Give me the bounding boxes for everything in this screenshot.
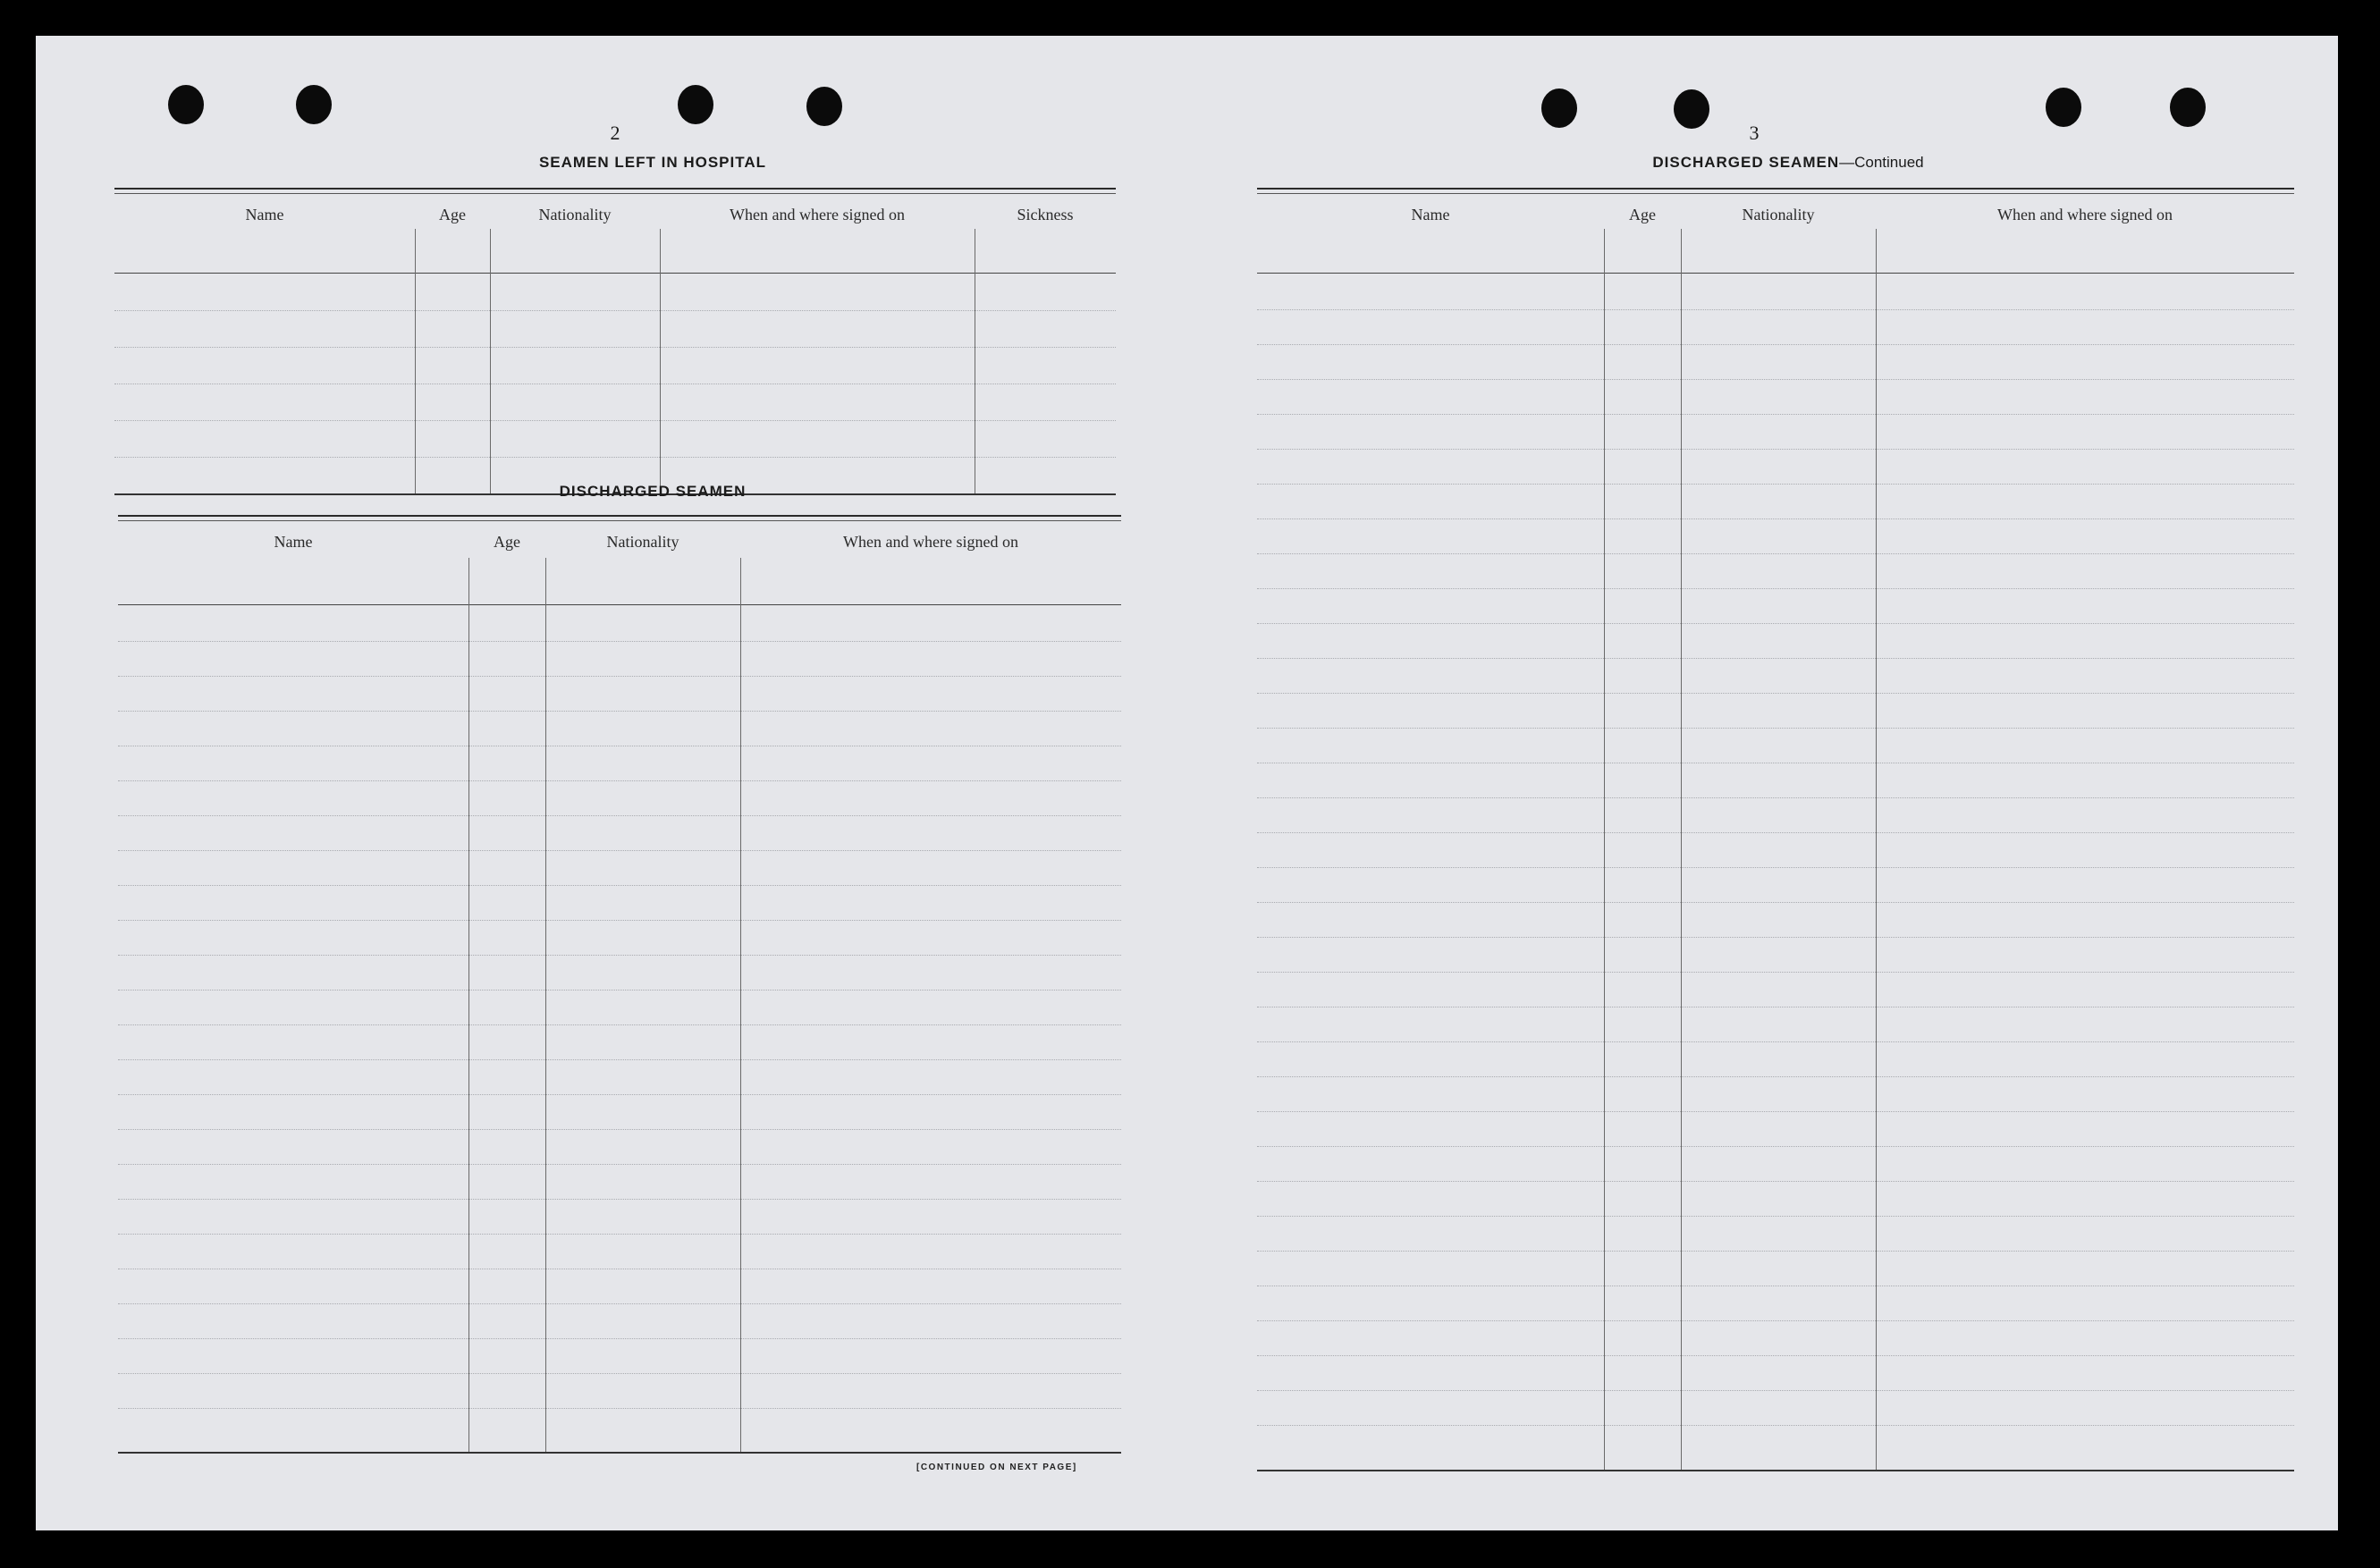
hospital-table [114,188,1116,495]
col-name: Name [1411,206,1450,223]
punch-hole [678,85,713,124]
col-name: Name [274,533,313,551]
col-signed-on: When and where signed on [1997,206,2173,223]
punch-hole [806,87,842,126]
discharged-table-right [1257,188,2294,1471]
punch-hole [168,85,204,124]
col-nationality: Nationality [538,206,612,223]
punch-hole [296,85,332,124]
punch-hole [1541,89,1577,128]
punch-hole [2170,88,2206,127]
col-signed-on: When and where signed on [843,533,1018,551]
punch-hole [2046,88,2081,127]
col-name: Name [245,206,284,223]
discharged-section-title-left [376,483,930,501]
form-sheet [36,36,2338,1530]
hospital-title-text: SEAMEN LEFT IN HOSPITAL [538,154,767,171]
col-age: Age [439,206,466,223]
discharged-title-text-right: DISCHARGED SEAMEN [1652,154,1840,171]
page-number-right: 3 [1749,122,1760,144]
continued-note: [CONTINUED ON NEXT PAGE] [916,1463,1077,1472]
discharged-title-text: DISCHARGED SEAMEN [559,483,747,500]
col-sickness: Sickness [1017,206,1074,223]
page-number-left: 2 [610,122,620,144]
hospital-section-title [376,154,930,172]
discharged-section-title-right [1520,154,2056,172]
col-nationality: Nationality [606,533,679,551]
col-age: Age [1629,206,1656,223]
col-signed-on: When and where signed on [730,206,905,223]
punch-hole [1674,89,1709,129]
continued-suffix: —Continued [1839,154,1924,171]
col-age: Age [494,533,520,551]
col-nationality: Nationality [1742,206,1815,223]
discharged-table-left [118,515,1121,1454]
